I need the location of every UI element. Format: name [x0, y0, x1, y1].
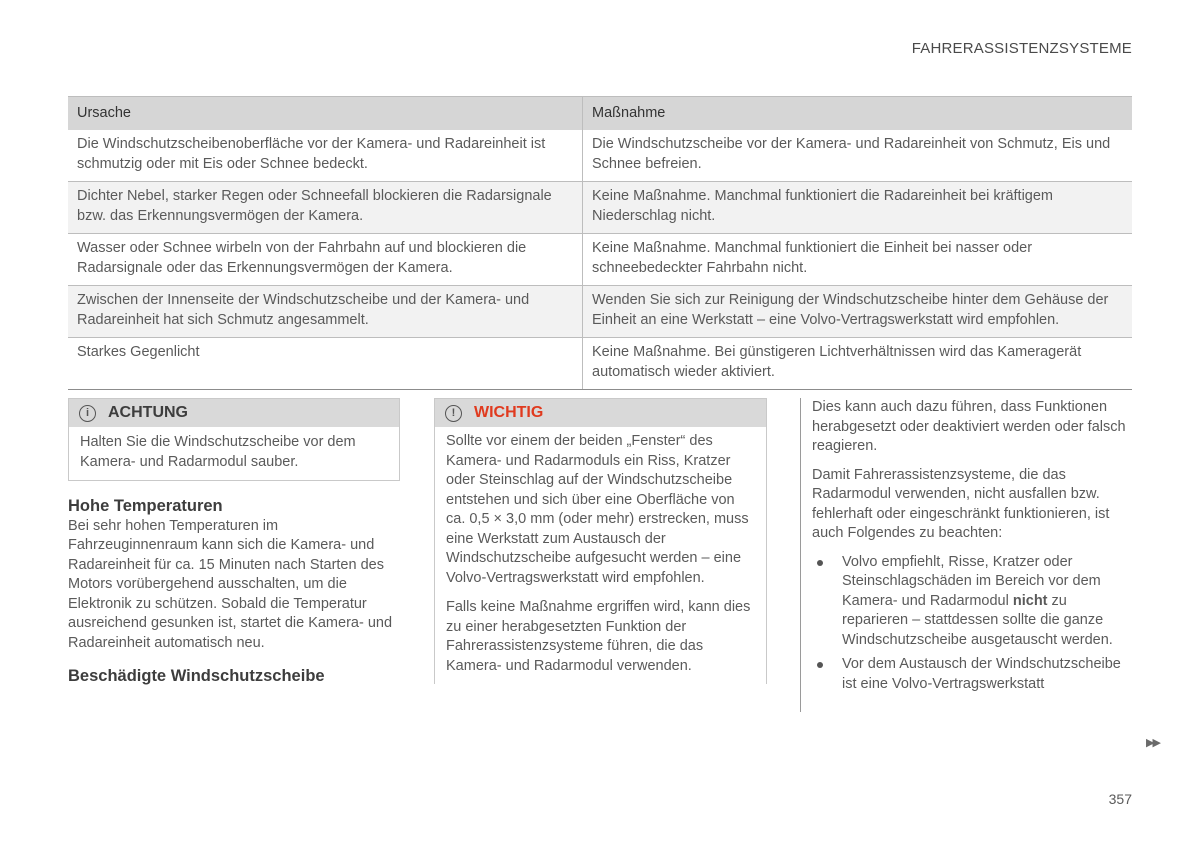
- caution-title: ACHTUNG: [108, 404, 188, 421]
- table-row: [68, 338, 1132, 390]
- exclamation-circle-icon: !: [445, 405, 462, 422]
- left-column: [68, 497, 400, 687]
- page-number: 357: [1108, 791, 1132, 807]
- damaged-windshield-heading: Beschädigte Windschutzscheibe: [68, 667, 325, 685]
- section-title: FAHRERASSISTENZSYSTEME: [911, 40, 1132, 57]
- column-header-action: Maßnahme: [583, 97, 1133, 131]
- table-row: [68, 130, 1132, 182]
- cause-cell: Wasser oder Schnee wirbeln von der Fahrbahn auf und blockieren die Radarsignale oder das Erkennungsvermögen der Kamera.: [68, 234, 583, 286]
- caution-header: [69, 399, 399, 427]
- column-divider: [800, 398, 801, 712]
- caution-text: Halten Sie die Windschutzscheibe vor dem Kamera- und Radarmodul sauber.: [80, 434, 356, 470]
- emphasis-text: nicht: [1012, 592, 1048, 609]
- action-cell: Wenden Sie sich zur Reinigung der Windschutzscheibe hinter dem Gehäuse der Einheit an eine Werkstatt – eine Volvo-Vertragswerkstatt wird empfohlen.: [583, 286, 1133, 338]
- column-header-cause: Ursache: [68, 97, 583, 131]
- table-row: [68, 286, 1132, 338]
- list-item: Vor dem Austausch der Windschutzscheibe ist eine Volvo-Vertragswerkstatt: [812, 655, 1130, 694]
- action-cell: Keine Maßnahme. Bei günstigeren Lichtverhältnissen wird das Kameragerät automatisch wieder aktiviert.: [583, 338, 1133, 390]
- cause-cell: Zwischen der Innenseite der Windschutzscheibe und der Kamera- und Radareinheit hat sich Schmutz angesammelt.: [68, 286, 583, 338]
- important-body: [435, 427, 766, 684]
- cause-action-table: [68, 96, 1132, 390]
- cause-cell: Starkes Gegenlicht: [68, 338, 583, 390]
- important-header: [435, 399, 766, 427]
- table-row: [68, 182, 1132, 234]
- important-box: [434, 398, 767, 684]
- cause-cell: Dichter Nebel, starker Regen oder Schneefall blockieren die Radarsignale bzw. das Erkennungsvermögen der Kamera.: [68, 182, 583, 234]
- action-cell: Keine Maßnahme. Manchmal funktioniert die Radareinheit bei kräftigem Niederschlag nicht.: [583, 182, 1133, 234]
- bullet-list: [812, 553, 1130, 695]
- table-row: [68, 234, 1132, 286]
- right-paragraph: Dies kann auch dazu führen, dass Funktionen herabgesetzt oder deaktiviert werden oder falsch reagieren.: [812, 399, 1126, 454]
- table-header-row: [68, 97, 1132, 131]
- action-cell: Keine Maßnahme. Manchmal funktioniert die Einheit bei nasser oder schneebedeckter Fahrbahn nicht.: [583, 234, 1133, 286]
- action-cell: Die Windschutzscheibe vor der Kamera- und Radareinheit von Schmutz, Eis und Schnee befreien.: [583, 130, 1133, 182]
- right-column: [812, 398, 1130, 699]
- info-circle-icon: i: [79, 405, 96, 422]
- high-temperature-text: Bei sehr hohen Temperaturen im Fahrzeuginnenraum kann sich die Kamera- und Radareinheit für ca. 15 Minuten nach Starten des Motors vorübergehend ausschalten, um die Elektronik zu schützen. Sobald die Temperatur ausreichend gesunken ist, startet die Kamera- und Radareinheit automatisch neu.: [68, 517, 393, 651]
- right-paragraph: Damit Fahrerassistenzsysteme, die das Radarmodul verwenden, nicht ausfallen bzw. fehlerhaft oder eingeschränkt funktionieren, ist auch Folgendes zu beachten:: [812, 466, 1110, 541]
- important-paragraph: Sollte vor einem der beiden „Fenster“ des Kamera- und Radarmoduls ein Riss, Kratzer oder Steinschlag auf der Windschutzscheibe entstehen und sich über eine Oberfläche von ca. 0,5 × 3,0 mm (oder mehr) erstrecken, muss eine Werkstatt zum Austausch der Windschutzscheibe aufgesucht werden – eine Volvo-Vertragswerkstatt wird empfohlen.: [446, 433, 749, 586]
- list-item: Volvo empfiehlt, Risse, Kratzer oder Steinschlagschäden im Bereich vor dem Kamera- und Radarmodul nicht zu reparieren – stattdessen sollte die ganze Windschutzscheibe ausgetauscht werden.: [812, 553, 1130, 651]
- cause-cell: Die Windschutzscheibenoberfläche vor der Kamera- und Radareinheit ist schmutzig oder mit Eis oder Schnee bedeckt.: [68, 130, 583, 182]
- caution-box: [68, 398, 400, 481]
- important-title: WICHTIG: [474, 404, 544, 421]
- continue-arrows-icon: ▶▶: [1146, 737, 1159, 749]
- high-temperature-heading: Hohe Temperaturen: [68, 497, 223, 515]
- important-paragraph: Falls keine Maßnahme ergriffen wird, kann dies zu einer herabgesetzten Funktion der Fahrerassistenzsysteme führen, die das Kamera- und Radarmodul verwenden.: [446, 599, 751, 674]
